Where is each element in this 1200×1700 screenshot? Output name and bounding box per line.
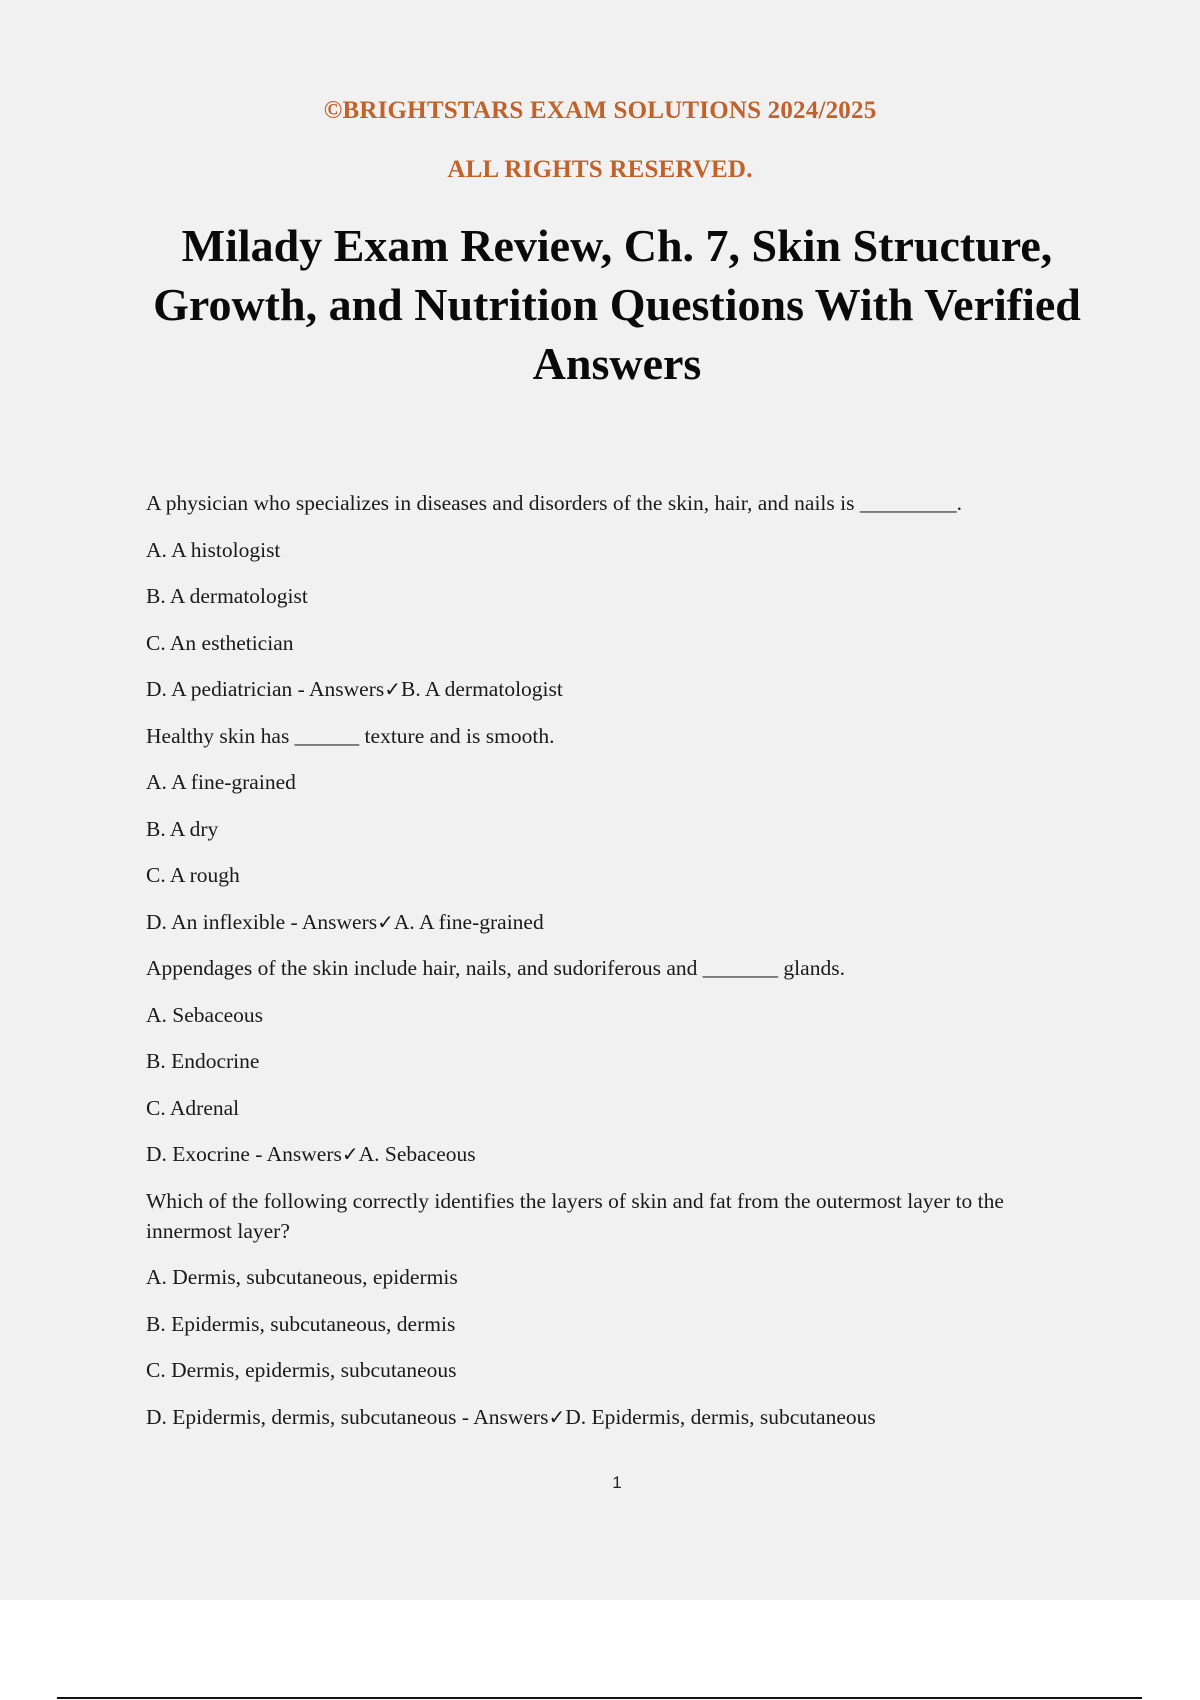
option-d: D. Exocrine - Answers [146,1142,342,1166]
option-a: A. Sebaceous [146,1002,264,1027]
option-d-with-answer [146,1402,1086,1432]
questions-list [146,488,1086,1448]
option-b: B. Epidermis, subcutaneous, dermis [146,1311,456,1336]
option-b: B. Endocrine [146,1049,260,1073]
document-title: Milady Exam Review, Ch. 7, Skin Structure, Growth, and Nutrition Questions With Verified Answers [153,220,1081,389]
option-a: A. A histologist [146,537,281,562]
verified-answer: A. A fine-grained [393,909,544,934]
checkmark-icon: ✓ [384,677,402,701]
option-b: B. A dermatologist [146,584,308,608]
question-prompt: Healthy skin has ______ texture and is smooth. [146,723,555,748]
option-c: C. Dermis, epidermis, subcutaneous [146,1358,457,1382]
question-block [146,1186,1086,1432]
option-d: D. A pediatrician - Answers [146,677,385,701]
checkmark-icon: ✓ [548,1404,566,1429]
question-prompt: Appendages of the skin include hair, nails, and sudoriferous and _______ glands. [146,956,845,980]
checkmark-icon: ✓ [341,1142,359,1166]
rights-header: ALL RIGHTS RESERVED. [447,156,753,183]
option-d: D. Epidermis, dermis, subcutaneous - Answers [146,1404,549,1429]
option-d-with-answer [146,1139,1086,1169]
verified-answer: B. A dermatologist [401,677,563,701]
verified-answer: D. Epidermis, dermis, subcutaneous [565,1404,876,1429]
option-c: C. Adrenal [146,1095,240,1120]
option-d-with-answer [146,674,1086,704]
question-block [146,953,1086,1169]
question-block [146,721,1086,937]
question-prompt: A physician who specializes in diseases and disorders of the skin, hair, and nails is _________. [146,491,962,515]
option-d-with-answer [146,907,1086,937]
checkmark-icon: ✓ [377,909,394,934]
footer-divider [57,1697,1142,1699]
page-number: 1 [612,1473,622,1492]
question-block [146,488,1086,704]
verified-answer: A. Sebaceous [358,1142,476,1166]
option-b: B. A dry [146,816,219,841]
option-d: D. An inflexible - Answers [146,909,378,934]
copyright-header: ©BRIGHTSTARS EXAM SOLUTIONS 2024/2025 [323,97,877,124]
option-c: C. An esthetician [146,630,294,655]
option-a: A. A fine-grained [146,770,296,794]
option-a: A. Dermis, subcutaneous, epidermis [146,1265,458,1289]
question-prompt: Which of the following correctly identifies the layers of skin and fat from the outermost layer to the innermost layer? [146,1188,1004,1243]
option-c: C. A rough [146,863,240,887]
